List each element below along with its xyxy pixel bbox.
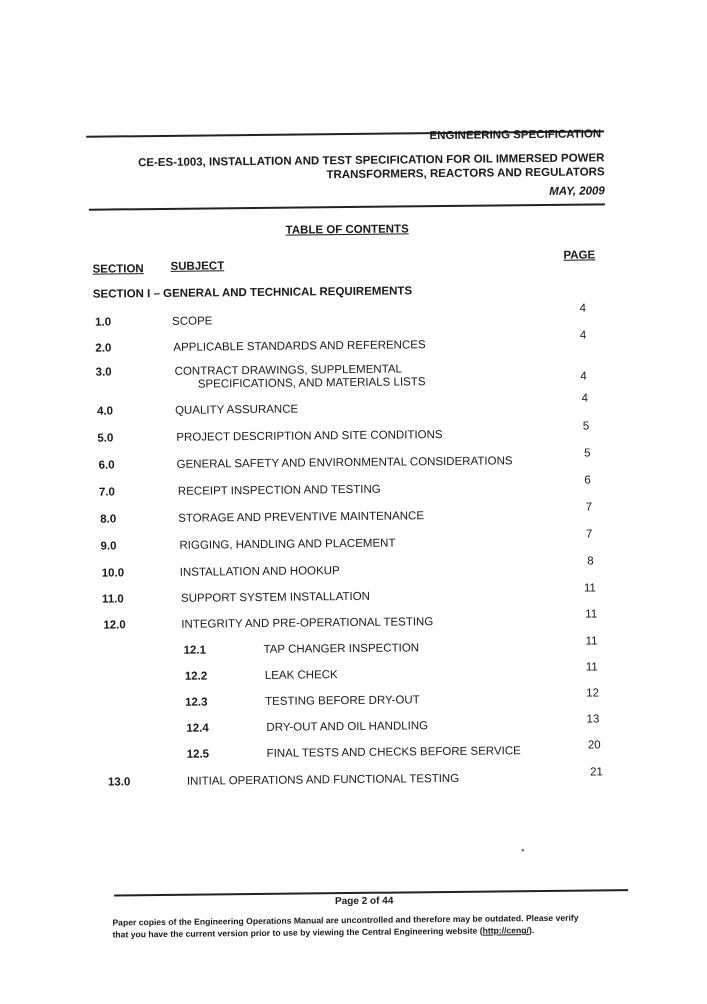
entry-page: 7: [585, 501, 593, 514]
entry-subject: INITIAL OPERATIONS AND FUNCTIONAL TESTING: [186, 772, 460, 788]
entry-number: 3.0: [95, 366, 112, 379]
toc-entry[interactable]: [3, 766, 707, 795]
toc-entry[interactable]: [3, 739, 707, 768]
entry-number: 12.5: [186, 748, 210, 761]
entry-page: 4: [581, 392, 589, 405]
entry-subject: APPLICABLE STANDARDS AND REFERENCES: [173, 339, 426, 354]
footer-disclaimer-end: ).: [528, 925, 535, 936]
toc-entry[interactable]: [1, 555, 707, 586]
toc-entry[interactable]: [2, 661, 707, 690]
entry-subject-continuation: SPECIFICATIONS, AND MATERIALS LISTS: [197, 376, 426, 391]
entry-number: 5.0: [97, 432, 114, 445]
toc-entry[interactable]: [2, 635, 707, 664]
central-engineering-link[interactable]: http://ceng/: [482, 925, 529, 936]
entry-number: 1.0: [95, 316, 112, 329]
header-bottom-rule: [89, 203, 605, 210]
toc-entry[interactable]: [0, 392, 706, 424]
entry-number: 12.4: [186, 722, 209, 735]
entry-page: 12: [586, 687, 600, 700]
entry-page: 4: [579, 329, 587, 342]
entry-subject: INTEGRITY AND PRE-OPERATIONAL TESTING: [181, 616, 434, 631]
footer-disclaimer-text: that you have the current version prior to use by viewing the Central Engineering website (: [112, 925, 483, 940]
entry-subject: SCOPE: [172, 315, 213, 328]
entry-number: 8.0: [100, 513, 117, 526]
entry-number: 10.0: [101, 567, 125, 580]
toc-entry[interactable]: [0, 447, 707, 478]
col-head-subject: SUBJECT: [170, 260, 225, 273]
entry-subject: SUPPORT SYSTEM INSTALLATION: [180, 590, 371, 605]
toc-entry[interactable]: [1, 608, 707, 638]
header-date: MAY, 2009: [549, 185, 605, 198]
toc-entry[interactable]: [0, 302, 705, 335]
footer-page-number: Page 2 of 44: [334, 895, 394, 908]
section-heading: SECTION I – GENERAL AND TECHNICAL REQUIREMENTS: [92, 285, 413, 301]
entry-number: 9.0: [100, 540, 117, 553]
entry-number: 6.0: [98, 459, 115, 472]
entry-subject: INSTALLATION AND HOOKUP: [179, 565, 340, 579]
entry-subject: LEAK CHECK: [264, 669, 338, 682]
entry-number: 12.2: [184, 670, 208, 683]
entry-subject: QUALITY ASSURANCE: [174, 403, 299, 417]
entry-subject: STORAGE AND PREVENTIVE MAINTENANCE: [178, 510, 425, 525]
entry-page: 8: [587, 555, 594, 568]
entry-page: 11: [585, 661, 598, 674]
entry-subject: PROJECT DESCRIPTION AND SITE CONDITIONS: [176, 429, 443, 444]
entry-page: 20: [587, 739, 601, 752]
entry-page: 11: [585, 635, 598, 648]
toc-entry[interactable]: [0, 501, 707, 532]
entry-number: 11.0: [101, 593, 124, 606]
footer-disclaimer: [112, 911, 632, 940]
toc-entry[interactable]: [2, 687, 707, 716]
entry-page: 6: [584, 474, 591, 487]
entry-page: 21: [590, 766, 603, 779]
entry-number: 12.0: [103, 619, 126, 632]
toc-entry[interactable]: [0, 528, 707, 559]
entry-page: 13: [586, 713, 600, 726]
entry-subject: RECEIPT INSPECTION AND TESTING: [177, 483, 381, 498]
footer-disclaimer-line-1: Paper copies of the Engineering Operations Manual are uncontrolled and therefore may be outdated. Please verify: [112, 912, 579, 928]
entry-page: 5: [584, 447, 591, 460]
header-doc-line-2: TRANSFORMERS, REACTORS AND REGULATORS: [326, 166, 605, 182]
header-title: ENGINEERING SPECIFICATION: [429, 128, 602, 143]
entry-page: 11: [585, 608, 598, 621]
entry-number: 13.0: [107, 776, 131, 789]
toc-entry[interactable]: [2, 713, 707, 742]
col-head-section: SECTION: [92, 263, 144, 276]
entry-number: 7.0: [98, 486, 115, 499]
toc-entry[interactable]: [0, 474, 707, 505]
entry-page: 4: [580, 370, 587, 383]
entry-number: 12.1: [183, 644, 207, 657]
entry-page: 5: [582, 420, 590, 433]
toc-entry[interactable]: [0, 329, 705, 361]
entry-page: 7: [585, 528, 593, 541]
entry-number: 2.0: [95, 342, 112, 355]
entry-subject: CONTRACT DRAWINGS, SUPPLEMENTAL: [174, 363, 402, 378]
header-doc-line-1: CE-ES-1003, INSTALLATION AND TEST SPECIFICATION FOR OIL IMMERSED POWER: [137, 152, 605, 170]
entry-subject: GENERAL SAFETY AND ENVIRONMENTAL CONSIDERATIONS: [176, 455, 513, 471]
toc-entry[interactable]: [0, 360, 706, 391]
entry-number: 12.3: [185, 696, 208, 709]
entry-subject: RIGGING, HANDLING AND PLACEMENT: [179, 537, 396, 552]
toc-entry[interactable]: [1, 582, 707, 612]
entry-subject: TESTING BEFORE DRY-OUT: [265, 694, 420, 708]
entry-subject: DRY-OUT AND OIL HANDLING: [266, 720, 429, 734]
entry-number: 4.0: [96, 405, 114, 418]
toc-entry[interactable]: [0, 420, 706, 451]
entry-subject: TAP CHANGER INSPECTION: [263, 642, 420, 656]
entry-page: 11: [583, 582, 597, 595]
entry-page: 4: [579, 302, 587, 315]
entry-subject: FINAL TESTS AND CHECKS BEFORE SERVICE: [266, 745, 521, 760]
col-head-page: PAGE: [563, 249, 596, 262]
toc-title: TABLE OF CONTENTS: [285, 223, 409, 237]
scan-speck: [522, 849, 524, 851]
